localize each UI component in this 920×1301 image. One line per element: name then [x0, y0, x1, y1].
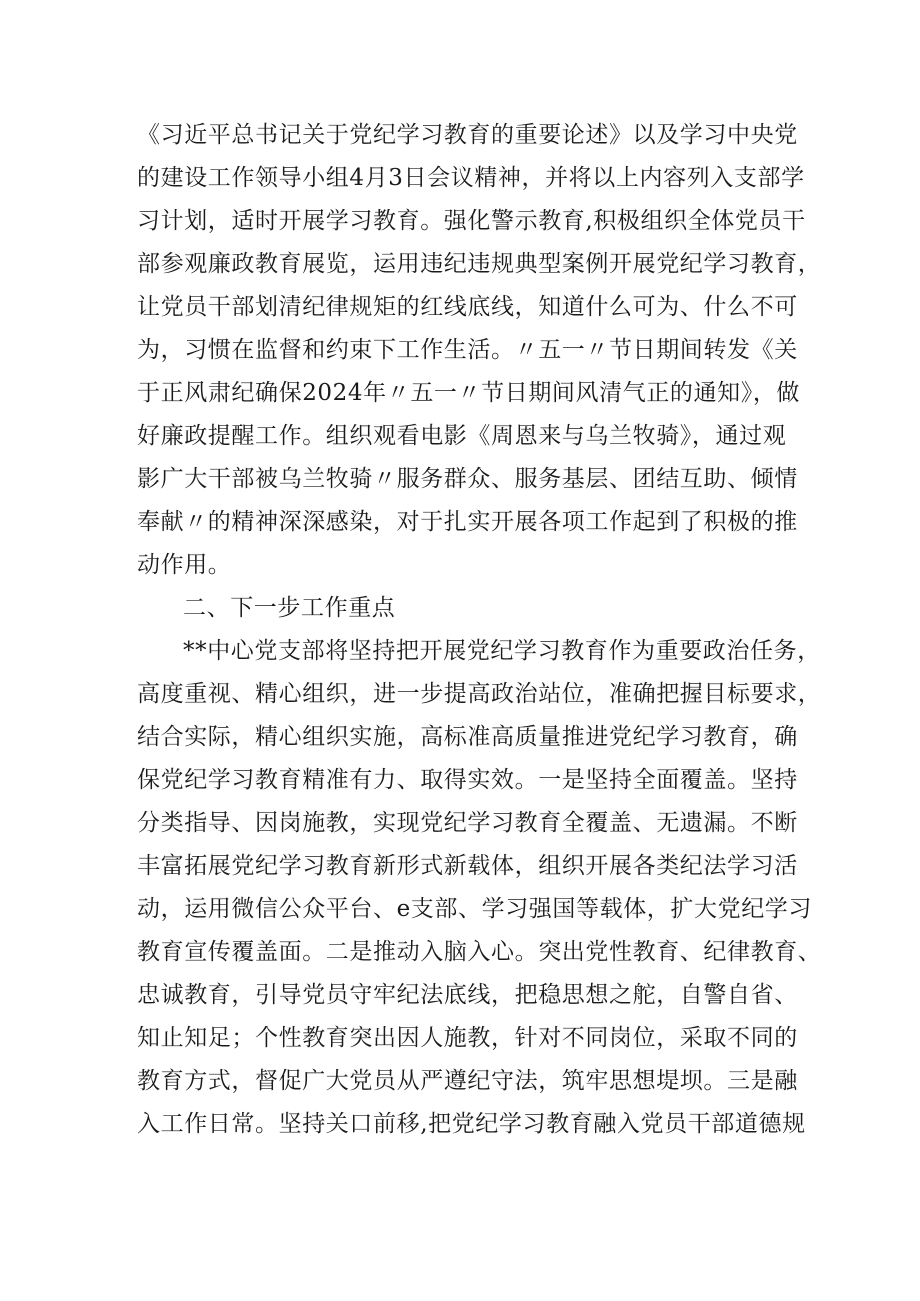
text-line: 动作用。 [137, 552, 232, 578]
paragraph-next-steps [137, 630, 822, 1146]
text-line: 的建设工作领导小组4月3日会议精神，并将以上内容列入支部学 [137, 165, 805, 191]
paragraph-continuation [137, 114, 822, 587]
text-line: 教育方式，督促广大党员从严遵纪守法，筑牢思想堤坝。三是融 [137, 1068, 798, 1094]
section-heading: 二、下一步工作重点 [183, 595, 396, 621]
text-line: 知止知足；个性教育突出因人施教，针对不同岗位，采取不同的 [137, 1025, 798, 1051]
text-line: 入工作日常。坚持关口前移,把党纪学习教育融入党员干部道德规 [137, 1111, 806, 1137]
text-line: 奉献〃的精神深深感染，对于扎实开展各项工作起到了积极的推 [137, 509, 798, 535]
text-line: **中心党支部将坚持把开展党纪学习教育作为重要政治任务， [183, 638, 821, 664]
text-line: 《习近平总书记关于党纪学习教育的重要论述》以及学习中央党 [137, 122, 798, 148]
text-line: 高度重视、精心组织，进一步提高政治站位，准确把握目标要求， [137, 681, 822, 707]
text-line: 动，运用微信公众平台、e支部、学习强国等载体，扩大党纪学习 [137, 896, 813, 922]
text-line: 部参观廉政教育展览，运用违纪违规典型案例开展党纪学习教育， [137, 251, 822, 277]
text-line: 为，习惯在监督和约束下工作生活。〃五一〃节日期间转发《关 [137, 337, 798, 363]
text-line: 忠诚教育，引导党员守牢纪法底线，把稳思想之舵，自警自省、 [137, 982, 798, 1008]
text-line: 结合实际，精心组织实施，高标准高质量推进党纪学习教育，确 [137, 724, 798, 750]
text-line: 习计划，适时开展学习教育。强化警示教育,积极组织全体党员干 [137, 208, 806, 234]
text-line: 好廉政提醒工作。组织观看电影《周恩来与乌兰牧骑》，通过观 [137, 423, 787, 449]
text-line: 丰富拓展党纪学习教育新形式新载体，组织开展各类纪法学习活 [137, 853, 798, 879]
text-line: 于正风肃纪确保2024年〃五一〃节日期间风清气正的通知》，做 [137, 380, 801, 406]
text-line: 教育宣传覆盖面。二是推动入脑入心。突出党性教育、纪律教育、 [137, 939, 822, 965]
text-line: 分类指导、因岗施教，实现党纪学习教育全覆盖、无遗漏。不断 [137, 810, 798, 836]
text-line: 影广大干部被乌兰牧骑〃服务群众、服务基层、团结互助、倾情 [137, 466, 798, 492]
text-line: 让党员干部划清纪律规矩的红线底线，知道什么可为、什么不可 [137, 294, 798, 320]
text-line: 保党纪学习教育精准有力、取得实效。一是坚持全面覆盖。坚持 [137, 767, 798, 793]
document-body [137, 114, 822, 1146]
